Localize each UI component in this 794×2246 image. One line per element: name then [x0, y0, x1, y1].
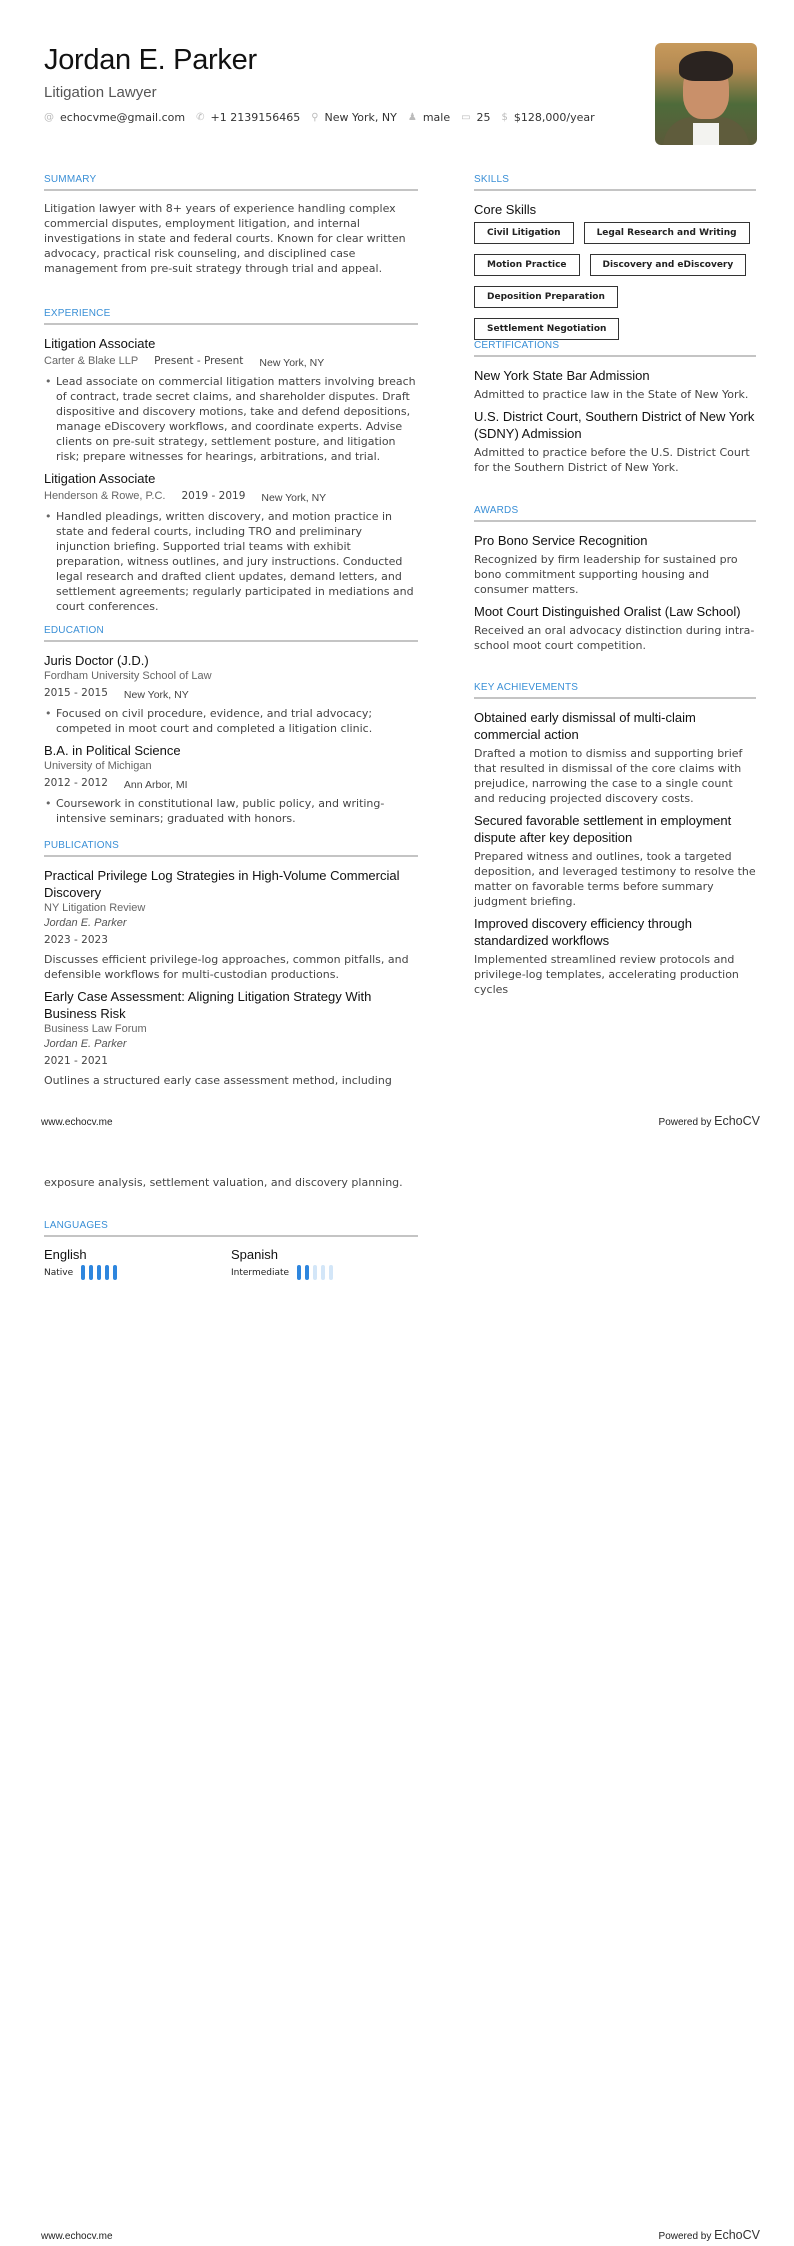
proficiency-bars	[297, 1265, 337, 1280]
publication-title: Early Case Assessment: Aligning Litigation Strategy With Business Risk	[44, 989, 372, 1021]
language-level: Native	[44, 1267, 74, 1278]
summary-text: Litigation lawyer with 8+ years of experience handling complex commercial disputes, employment litigation, and internal investigations in state and federal courts. Known for clear written advocacy, practical risk counseling, and disciplined case management from pre-suit strategy through trial and appeal.	[44, 202, 406, 275]
phone-icon: ✆	[196, 112, 205, 123]
section-heading: LANGUAGES	[44, 1220, 418, 1237]
certification-item	[474, 367, 756, 402]
publication-title: Practical Privilege Log Strategies in High-Volume Commercial Discovery	[44, 868, 400, 900]
location-icon: ⚲	[311, 112, 319, 123]
skill-chip: Motion Practice	[474, 254, 580, 276]
certification-item	[474, 408, 756, 475]
edu-dates: 2012 - 2012	[44, 777, 108, 789]
skill-chips	[474, 222, 756, 340]
contact-location: ⚲ New York, NY	[311, 111, 397, 124]
language-name: Spanish	[231, 1247, 278, 1262]
person-icon: ♟	[407, 112, 417, 123]
achievement-item	[474, 915, 756, 997]
language-level: Intermediate	[231, 1267, 290, 1278]
job-location: New York, NY	[259, 357, 325, 369]
certifications-section	[474, 340, 756, 475]
job-bullet: • Lead associate on commercial litigation matters involving breach of contract, trade secret claims, and shareholder disputes. Draft dispositive and discovery motions, take and defend depositions, manage eDiscovery workflows, and coordinate experts. Advise clients on pre-suit strategy, settlement posture, and litigation risk; prepare witnesses for hearings, arbitrations, and trial.	[44, 374, 418, 464]
achievement-description: Implemented streamlined review protocols and privilege-log templates, accelerating production cycles	[474, 953, 739, 996]
section-heading: SKILLS	[474, 174, 756, 191]
education-item	[44, 652, 418, 736]
footer-site-link[interactable]: www.echocv.me	[41, 1117, 113, 1128]
publication-continued	[44, 1175, 418, 1190]
publication-author: Jordan E. Parker	[44, 917, 127, 929]
language-item	[231, 1247, 418, 1280]
brand-logo[interactable]: EchoCV	[714, 1114, 760, 1128]
page-footer	[41, 1114, 760, 1128]
experience-section	[44, 308, 418, 614]
publication-dates: 2021 - 2021	[44, 1055, 108, 1067]
publications-section	[44, 840, 418, 1088]
publication-dates: 2023 - 2023	[44, 934, 108, 946]
at-icon: @	[44, 112, 54, 123]
languages-section	[44, 1220, 418, 1280]
edu-bullet: • Focused on civil procedure, evidence, and trial advocacy; competed in moot court and completed a litigation clinic.	[44, 706, 418, 736]
contact-phone[interactable]: ✆ +1 2139156465	[196, 111, 301, 124]
job-role: Litigation Associate	[44, 336, 156, 351]
job-bullet: • Handled pleadings, written discovery, and motion practice in state and federal courts, including TRO and preliminary injunction briefing. Supported trial teams with exhibit preparation, witness outlines, and jury instructions. Conducted legal research and drafted client updates, demand letters, and settlement agreements; regularly participated in mediations and court conferences.	[44, 509, 418, 614]
footer-powered-by: Powered by EchoCV	[658, 2228, 760, 2242]
language-name: English	[44, 1247, 87, 1262]
skill-chip: Legal Research and Writing	[584, 222, 750, 244]
certification-title: U.S. District Court, Southern District of New York (SDNY) Admission	[474, 409, 755, 441]
degree: B.A. in Political Science	[44, 743, 181, 758]
publication-description-continued: exposure analysis, settlement valuation, and discovery planning.	[44, 1176, 403, 1189]
contact-email[interactable]: @ echocvme@gmail.com	[44, 111, 186, 124]
candidate-title: Litigation Lawyer	[44, 84, 157, 101]
section-heading: PUBLICATIONS	[44, 840, 418, 857]
section-heading: SUMMARY	[44, 174, 418, 191]
candidate-name: Jordan E. Parker	[44, 44, 257, 76]
publication-publisher: NY Litigation Review	[44, 902, 146, 914]
edu-dates: 2015 - 2015	[44, 687, 108, 699]
skills-section	[474, 174, 756, 340]
skill-chip: Deposition Preparation	[474, 286, 618, 308]
school: University of Michigan	[44, 760, 152, 772]
school: Fordham University School of Law	[44, 670, 212, 682]
achievement-title: Secured favorable settlement in employment dispute after key deposition	[474, 813, 732, 845]
award-description: Received an oral advocacy distinction during intra-school moot court competition.	[474, 624, 755, 652]
section-heading: KEY ACHIEVEMENTS	[474, 682, 756, 699]
award-title: Moot Court Distinguished Oralist (Law School)	[474, 604, 741, 619]
section-heading: CERTIFICATIONS	[474, 340, 756, 357]
publication-description: Discusses efficient privilege-log approaches, common pitfalls, and defensible workflows for multi-custodian productions.	[44, 953, 409, 981]
footer-site-link[interactable]: www.echocv.me	[41, 2231, 113, 2242]
resume-header	[44, 44, 606, 124]
section-heading: EDUCATION	[44, 625, 418, 642]
job-company: Carter & Blake LLP	[44, 355, 139, 367]
education-item	[44, 742, 418, 826]
edu-location: New York, NY	[123, 689, 189, 701]
footer-powered-by: Powered by EchoCV	[658, 1114, 760, 1128]
brand-logo[interactable]: EchoCV	[714, 2228, 760, 2242]
job-role: Litigation Associate	[44, 471, 156, 486]
achievement-item	[474, 709, 756, 806]
achievements-section	[474, 682, 756, 997]
award-item	[474, 532, 756, 597]
contact-age: ▭ 25	[461, 111, 491, 124]
language-item	[44, 1247, 231, 1280]
job-location: New York, NY	[261, 492, 327, 504]
job-dates: Present - Present	[154, 355, 244, 367]
job-dates: 2019 - 2019	[181, 490, 246, 502]
profile-photo	[655, 43, 757, 145]
experience-item	[44, 335, 418, 464]
skill-chip: Discovery and eDiscovery	[590, 254, 747, 276]
skills-group-title: Core Skills	[474, 202, 537, 217]
skill-chip: Settlement Negotiation	[474, 318, 619, 340]
edu-location: Ann Arbor, MI	[123, 779, 188, 791]
job-company: Henderson & Rowe, P.C.	[44, 490, 166, 502]
certification-description: Admitted to practice before the U.S. District Court for the Southern District of New York.	[474, 446, 750, 474]
publication-publisher: Business Law Forum	[44, 1023, 147, 1035]
experience-item	[44, 470, 418, 614]
contact-gender: ♟ male	[407, 111, 451, 124]
calendar-icon: ▭	[461, 112, 471, 123]
publication-item	[44, 988, 418, 1088]
publication-author: Jordan E. Parker	[44, 1038, 127, 1050]
contact-salary: $ $128,000/year	[501, 111, 595, 124]
publication-description: Outlines a structured early case assessment method, including	[44, 1074, 392, 1087]
achievement-title: Obtained early dismissal of multi-claim commercial action	[474, 710, 696, 742]
skill-chip: Civil Litigation	[474, 222, 574, 244]
dollar-icon: $	[501, 112, 508, 123]
edu-bullet: • Coursework in constitutional law, public policy, and writing-intensive seminars; graduated with honors.	[44, 796, 418, 826]
section-heading: EXPERIENCE	[44, 308, 418, 325]
achievement-title: Improved discovery efficiency through standardized workflows	[474, 916, 692, 948]
achievement-description: Drafted a motion to dismiss and supporting brief that resulted in dismissal of the core claims with prejudice, narrowing the case to a single count and reducing projected discovery costs.	[474, 747, 743, 805]
publication-item	[44, 867, 418, 982]
summary-section	[44, 174, 418, 276]
certification-title: New York State Bar Admission	[474, 368, 650, 383]
proficiency-bars	[81, 1265, 121, 1280]
education-section	[44, 625, 418, 826]
contact-row	[44, 111, 606, 124]
degree: Juris Doctor (J.D.)	[44, 653, 149, 668]
award-title: Pro Bono Service Recognition	[474, 533, 648, 548]
certification-description: Admitted to practice law in the State of New York.	[474, 388, 749, 401]
achievement-item	[474, 812, 756, 909]
page-footer	[41, 2228, 760, 2242]
achievement-description: Prepared witness and outlines, took a targeted deposition, and leveraged testimony to resolve the matter on favorable terms before summary judgment briefing.	[474, 850, 756, 908]
award-item	[474, 603, 756, 653]
award-description: Recognized by firm leadership for sustained pro bono commitment supporting housing and consumer matters.	[474, 553, 738, 596]
section-heading: AWARDS	[474, 505, 756, 522]
awards-section	[474, 505, 756, 653]
